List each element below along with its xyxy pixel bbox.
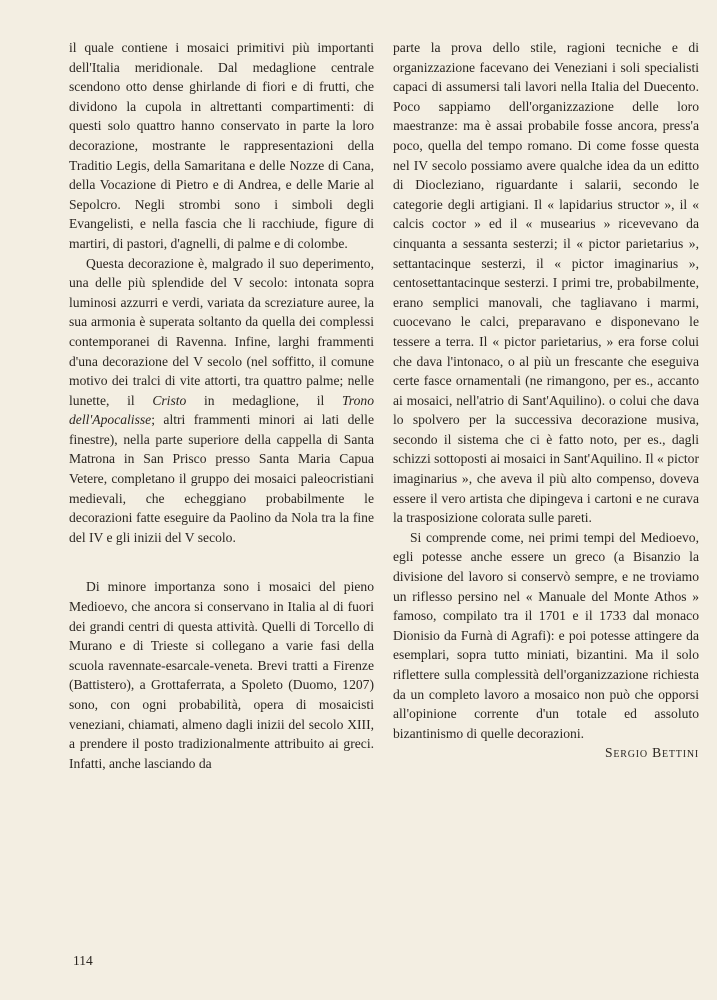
right-column: [393, 38, 699, 763]
author-signature: Sergio Bettini: [605, 745, 699, 761]
italic-trono: Trono dell'Apocalisse: [69, 392, 374, 428]
left-paragraph-2: [69, 254, 374, 548]
left-paragraph-2-text-1: Questa decorazione è, malgrado il suo deperimento, una delle più splendide del V secolo: intonata sopra luminosi azzurri e verdi, variata da screziature auree, la sua armonia è superata soltanto da quella dei complessi contemporanei di Ravenna. Infine, larghi frammenti d'una decorazione del V secolo (nel soffitto, il comune motivo dei tralci di vite attorti, tra quattro palme; nelle lunette, il: [69, 255, 374, 408]
section-gap: [69, 547, 374, 577]
right-paragraph-2: Si comprende come, nei primi tempi del Medioevo, egli potesse anche essere un greco (a Bisanzio la divisione del lavoro si conservò sempre, e ne troviamo un riflesso persino nel « Manuale del Monte Athos » famoso, compilato tra il 1701 e il 1733 dal monaco Dionisio da Furnà di Agrafi): e poi potesse attingere da esemplari, sopra tutto miniati, bizantini. Ma il solo riflettere sulla complessità dell'organizzazione richiesta da un completo lavoro a mosaico non può che opporsi all'opinione corrente d'un totale ed assoluto bizantinismo di quelle decorazioni.: [393, 529, 699, 741]
left-column: [69, 38, 374, 773]
left-paragraph-2-text-3: ; altri frammenti minori ai lati delle finestre), nella parte superiore della cappella di Santa Matrona in San Prisco presso Santa Maria Capua Vetere, completano il gruppo dei mosaici paleocristiani medievali, che echeggiano probabilmente le decorazioni fatte eseguire da Paolino da Nola tra la fine del IV e gli inizii del V secolo.: [69, 412, 374, 545]
left-paragraph-3: Di minore importanza sono i mosaici del pieno Medioevo, che ancora si conservano in Italia al di fuori dei grandi centri di questa attività. Quelli di Torcello di Murano e di Trieste si collegano a varie fasi della scuola ravennate-esarcale-veneta. Brevi tratti a Firenze (Battistero), a Grottaferrata, a Spoleto (Duomo, 1207) sono, con ogni probabilità, opera di mosaicisti veneziani, chiamati, almeno dagli inizii del secolo XIII, a prendere il posto tradizionalmente attribuito ai greci. Infatti, anche lasciando da: [69, 579, 374, 771]
page-number: 114: [73, 953, 93, 968]
left-paragraph-2-text-2: in medaglione, il: [186, 392, 342, 408]
right-paragraph-1: parte la prova dello stile, ragioni tecniche e di organizzazione facevano dei Veneziani i soli specialisti capaci di assumersi tali lavori nella Italia del Duecento. Poco sappiamo dell'organizzazione delle loro maestranze: ma è assai probabile fosse ancora, press'a poco, quella del tempo romano. Di come fosse questa nel IV secolo possiamo avere qualche idea da un editto di Diocleziano, riguardante i salarii, secondo le categorie degli artigiani. Il « lapidarius structor », il « calcis coctor » ed il « musearius » ricevevano da cinquanta a sessanta sesterzi; il « pictor parietarius », settantacinque sesterzi, il « pictor imaginarius », centosettantacinque sesterzi. I primi tre, probabilmente, erano semplici manovali, che tagliavano i marmi, cuocevano le calci, preparavano e disponevano le tessere a terra. Il « pictor parietarius, » era forse colui che dava l'intonaco, o al più un frescante che eseguiva certe fasce ornamentali (ne rimangono, per es., accanto ai mosaici, nell'atrio di Sant'Aquilino). o colui che dava lo spolvero per la successiva decorazione musiva, secondo il sistema che ci è fatto noto, per es., dagli schizzi sottoposti ai mosaici in Sant'Aquilino. Il « pictor imaginarius », che aveva il più alto compenso, doveva essere il vero artista che dipingeva i cartoni e ne curava la trasposizione colorata sulle pareti.: [393, 40, 699, 526]
left-paragraph-1: il quale contiene i mosaici primitivi più importanti dell'Italia meridionale. Dal medaglione centrale scendono otto dense ghirlande di fiori e di frutti, che dividono la cupola in altrettanti compartimenti: di questi solo quattro hanno conservato in parte la loro decorazione, mostrante le rappresentazioni della Traditio Legis, della Samaritana e delle Nozze di Cana, della Vocazione di Pietro e di Andrea, e delle Marie al Sepolcro. Negli strombi sono i simboli degli Evangelisti, e nella fascia che li racchiude, figure di martiri, di pastori, d'agnelli, di palme e di colombe.: [69, 40, 374, 251]
italic-cristo: Cristo: [152, 392, 187, 408]
